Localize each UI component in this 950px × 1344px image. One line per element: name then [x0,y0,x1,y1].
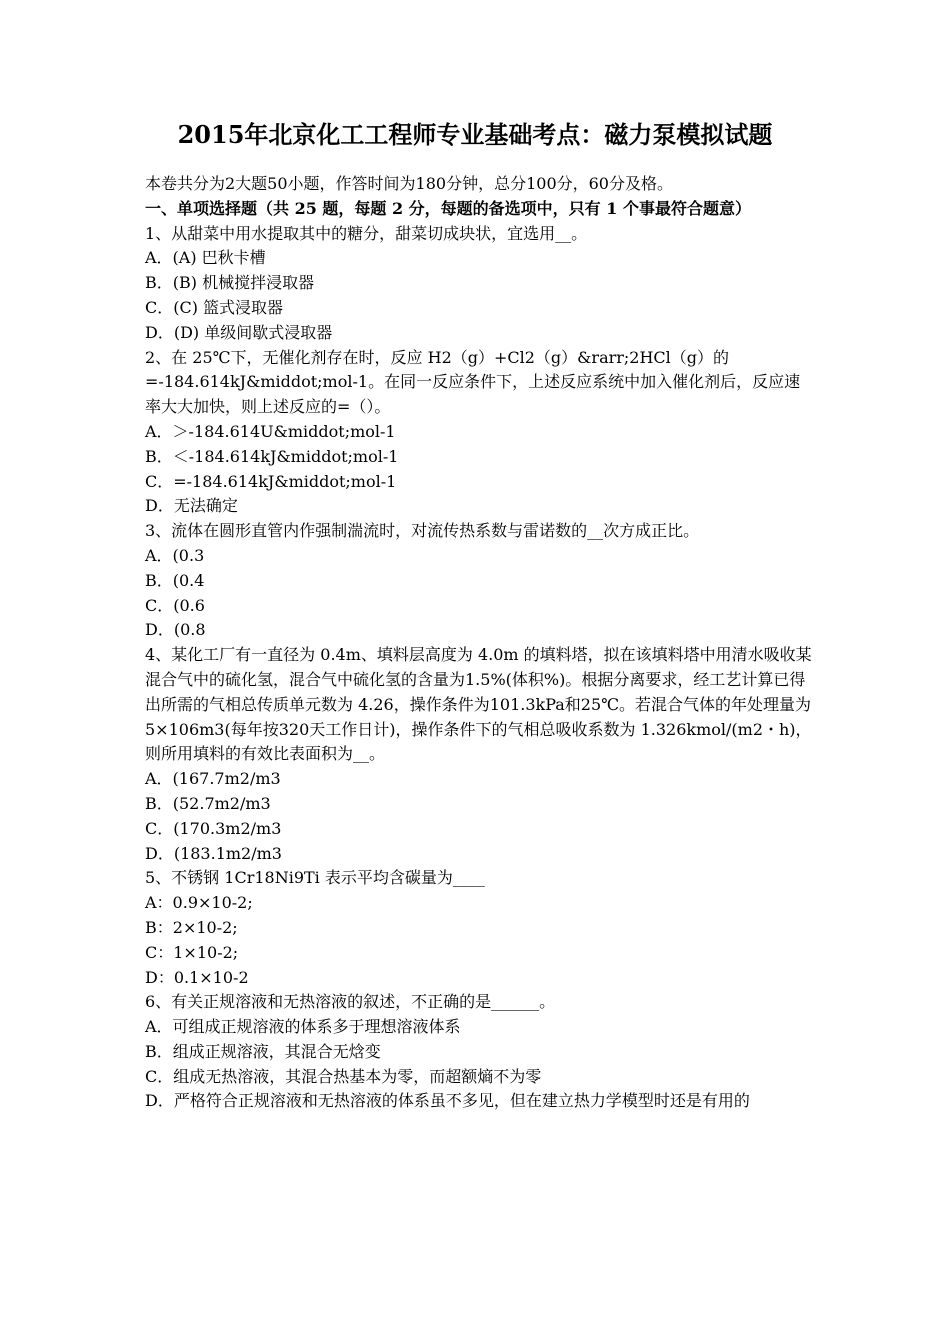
exam-intro: 本卷共分为2大题50小题，作答时间为180分钟，总分100分，60分及格。 [145,174,673,193]
option-b: B．＜-184.614kJ&middot;mol-1 [145,446,399,466]
option-a: A．(167.7m2/m3 [145,769,281,789]
option-a: A．(0.3 [145,545,205,565]
option-a: A．＞-184.614U&middot;mol-1 [145,421,396,441]
question-3 [145,519,813,643]
question-stem: 2、在 25℃下，无催化剂存在时，反应 H2（g）+Cl2（g）&rarr;2HCl（g）的=-184.614kJ&middot;mol-1。在同一反应条件下，上述反应系统中加入催化剂后，反应速率大大加快，则上述反应的=（）。 [145,347,801,417]
question-5 [145,866,813,990]
option-c: C．(0.6 [145,595,205,615]
option-c: C．组成无热溶液，其混合热基本为零，而超额熵不为零 [145,1066,542,1086]
option-b: B：2×10-2; [145,917,238,937]
page-title: 2015年北京化工工程师专业基础考点：磁力泵模拟试题 [177,120,773,149]
question-stem: 4、某化工厂有一直径为 0.4m、填料层高度为 4.0m 的填料塔，拟在该填料塔中用清水吸收某混合气中的硫化氢，混合气中硫化氢的含量为1.5%(体积%)。根据分离要求，经工艺计算已得出所需的气相总传质单元数为 4.26，操作条件为101.3kPa和25℃。若混合气体的年处理量为5×106m3(每年按320天工作日计)，操作条件下的气相总吸收系数为 1.326kmol/(m2・h)，则所用填料的有效比表面积为__。 [145,645,812,764]
question-2 [145,346,813,520]
option-b: B．(0.4 [145,570,205,590]
question-1 [145,222,813,346]
question-stem: 1、从甜菜中用水提取其中的糖分，甜菜切成块状，宜选用__。 [145,223,588,243]
question-stem: 5、不锈钢 1Cr18Ni9Ti 表示平均含碳量为____ [145,868,485,888]
question-stem: 6、有关正规溶液和无热溶液的叙述，不正确的是______。 [145,992,556,1012]
option-b: B．组成正规溶液，其混合无焓变 [145,1041,381,1061]
option-d: D．(183.1m2/m3 [145,843,282,863]
option-d: D．严格符合正规溶液和无热溶液的体系虽不多见，但在建立热力学模型时还是有用的 [145,1091,750,1111]
option-d: D：0.1×10-2 [145,967,249,987]
question-stem: 3、流体在圆形直管内作强制湍流时，对流传热系数与雷诺数的__次方成正比。 [145,521,700,541]
option-a: A：0.9×10-2; [145,893,253,913]
option-b: B．(B) 机械搅拌浸取器 [145,273,315,293]
exam-content [145,172,813,1114]
option-c: C．(170.3m2/m3 [145,818,282,838]
option-c: C．(C) 篮式浸取器 [145,297,284,317]
question-6 [145,990,813,1114]
option-d: D．(0.8 [145,620,206,640]
question-4 [145,643,813,866]
option-b: B．(52.7m2/m3 [145,793,271,813]
section-heading: 一、单项选择题（共 25 题，每题 2 分，每题的备选项中，只有 1 个事最符合题意） [145,198,751,218]
option-a: A．可组成正规溶液的体系多于理想溶液体系 [145,1017,461,1037]
option-a: A．(A) 巴秋卡槽 [145,248,266,268]
option-d: D．(D) 单级间歇式浸取器 [145,322,333,342]
option-d: D．无法确定 [145,496,238,516]
option-c: C．=-184.614kJ&middot;mol-1 [145,471,397,491]
option-c: C：1×10-2; [145,942,239,962]
